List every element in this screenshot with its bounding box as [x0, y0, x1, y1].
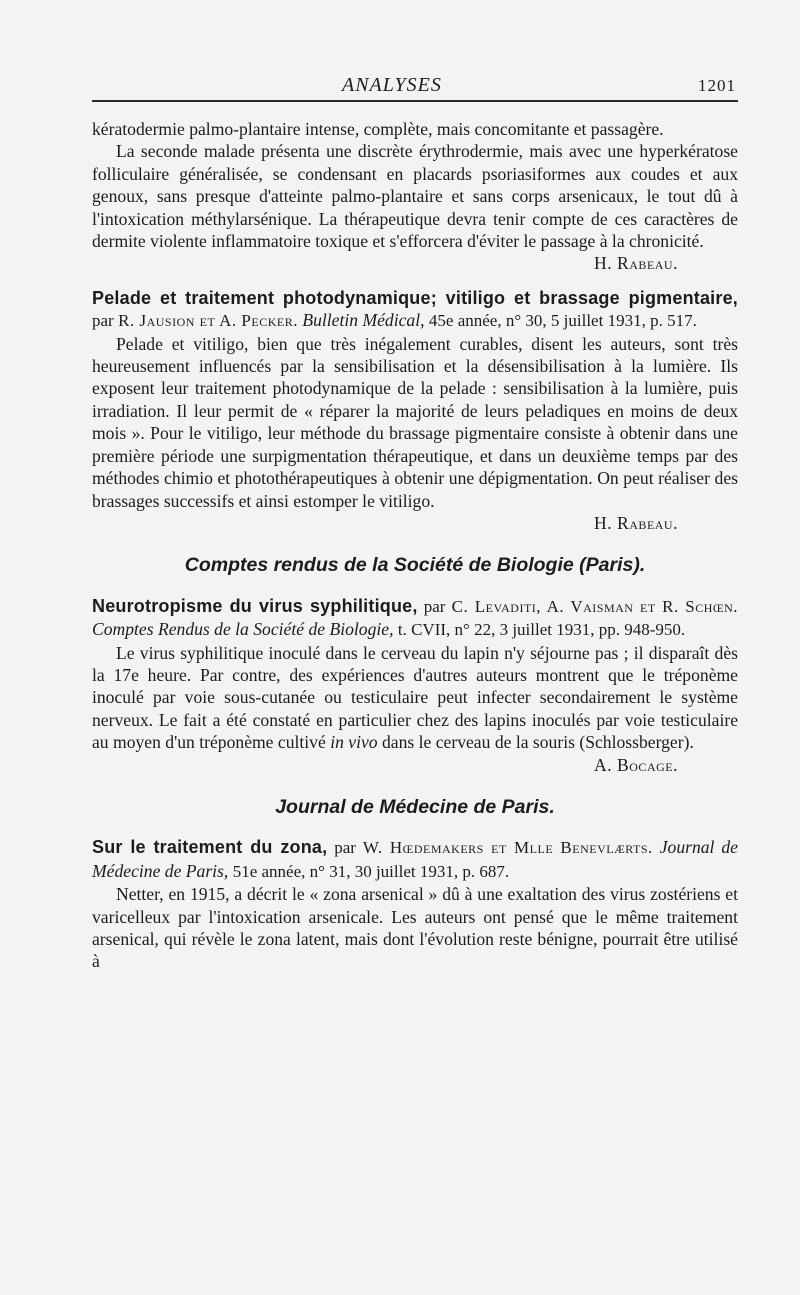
section-heading-societe-biologie: Comptes rendus de la Société de Biologie (Paris).	[184, 554, 646, 577]
abstract4-title: Sur le traitement du zona,	[92, 837, 328, 858]
abstract2-citation: 45e année, n° 30, 5 juillet 1931, p. 517.	[428, 311, 697, 331]
abstract2-authors: R. Jausion et A. Pecker.	[118, 311, 298, 331]
abstract3-authors: C. Levaditi, A. Vaisman et R. Schœn.	[451, 596, 739, 616]
abstract2-signature: H. Rabeau.	[594, 512, 678, 533]
abstract4-authors: W. Hœdemakers et Mlle Benevlærts.	[362, 838, 653, 858]
abstract2-body: Pelade et vitiligo, bien que très inégalement curables, disent les auteurs, sont très heureusement influencés par la sensibilisation et la désensibilisation à la lumière. Ils exposent leur traitement photodynamique de la pelade : sensibilisation à la lumière, puis irradiation. Il leur permit de « réparer la majorité de leurs peladiques en moins de deux mois ». Pour le vitiligo, leur méthode du brassage pigmentaire consiste à obtenir dans une première période une surpigmentation thérapeutique, et dans un deuxième temps par des méthodes chimio et photothérapeutiques à obtenir une dépigmentation. On peut réaliser des brassages successifs et ainsi estomper le vitiligo.	[92, 333, 738, 511]
abstract2-journal: Bulletin Médical,	[302, 310, 425, 331]
abstract1-signature: H. Rabeau.	[594, 253, 678, 274]
abstract2-heading	[92, 287, 738, 333]
abstract3-body-end: dans le cerveau de la souris (Schlossberger).	[381, 732, 694, 753]
abstract3-body-italic: in vivo	[330, 732, 378, 753]
abstract3-by: par	[423, 596, 446, 616]
abstract2-title: Pelade et traitement photodynamique; vitiligo et brassage pigmentaire,	[92, 287, 738, 308]
abstract4-body: Netter, en 1915, a décrit le « zona arsenical » dû à une exaltation des virus zostériens et varicelleux par l'intoxication arsenicale. Les auteurs ont pensé que le même traitement arsenical, qui révèle le zona latent, mais dont l'évolution reste bénigne, pourrait être utilisé à	[92, 884, 738, 972]
abstract3-journal: Comptes Rendus de la Société de Biologie,	[92, 619, 394, 640]
abstract1-continuation: kératodermie palmo-plantaire intense, complète, mais concomitante et passagère.	[92, 119, 664, 139]
running-title: ANALYSES	[342, 74, 442, 96]
abstract4-journal: Journal de Médecine de Paris,	[92, 837, 738, 881]
abstract3-body-text: Le virus syphilitique inoculé dans le cerveau du lapin n'y séjourne pas ; il disparaît dès la 17e heure. Par contre, des expériences d'autres auteurs montrent que le tréponème inoculé par voie sous-cutanée ou testiculaire peut infecter secondairement le système nerveux. Le fait a été constaté en particulier chez des lapins inoculés par voie testiculaire au moyen d'un tréponème cultivé	[92, 642, 738, 753]
abstract3-citation: t. CVII, n° 22, 3 juillet 1931, pp. 948-950.	[397, 620, 686, 640]
abstract3-signature: A. Bocage.	[594, 754, 678, 775]
page-content	[92, 118, 738, 973]
abstract3-title: Neurotropisme du virus syphilitique,	[92, 595, 418, 616]
page-header	[92, 66, 738, 102]
abstract2-by: par	[92, 311, 114, 331]
page-number: 1201	[698, 76, 736, 95]
abstract4-citation: 51e année, n° 31, 30 juillet 1931, p. 687.	[232, 861, 510, 881]
abstract1-paragraph: La seconde malade présenta une discrète érythrodermie, mais avec une hyperkératose folliculaire généralisée, se condensant en placards psoriasiformes aux coudes et aux genoux, sans presque d'atteinte palmo-plantaire et sans corps arsenicaux, le tout dû à l'intoxication méthylarsénique. La thérapeutique devra tenir compte de ces caractères de dermite violente inflammatoire toxique et s'efforcera d'éviter le passage à la chronicité.	[92, 141, 738, 252]
abstract3-heading	[92, 595, 738, 642]
section-heading-journal-medecine: Journal de Médecine de Paris.	[275, 795, 555, 818]
abstract4-by: par	[334, 838, 356, 858]
abstract3-body	[92, 642, 738, 754]
abstract4-heading	[92, 836, 738, 883]
